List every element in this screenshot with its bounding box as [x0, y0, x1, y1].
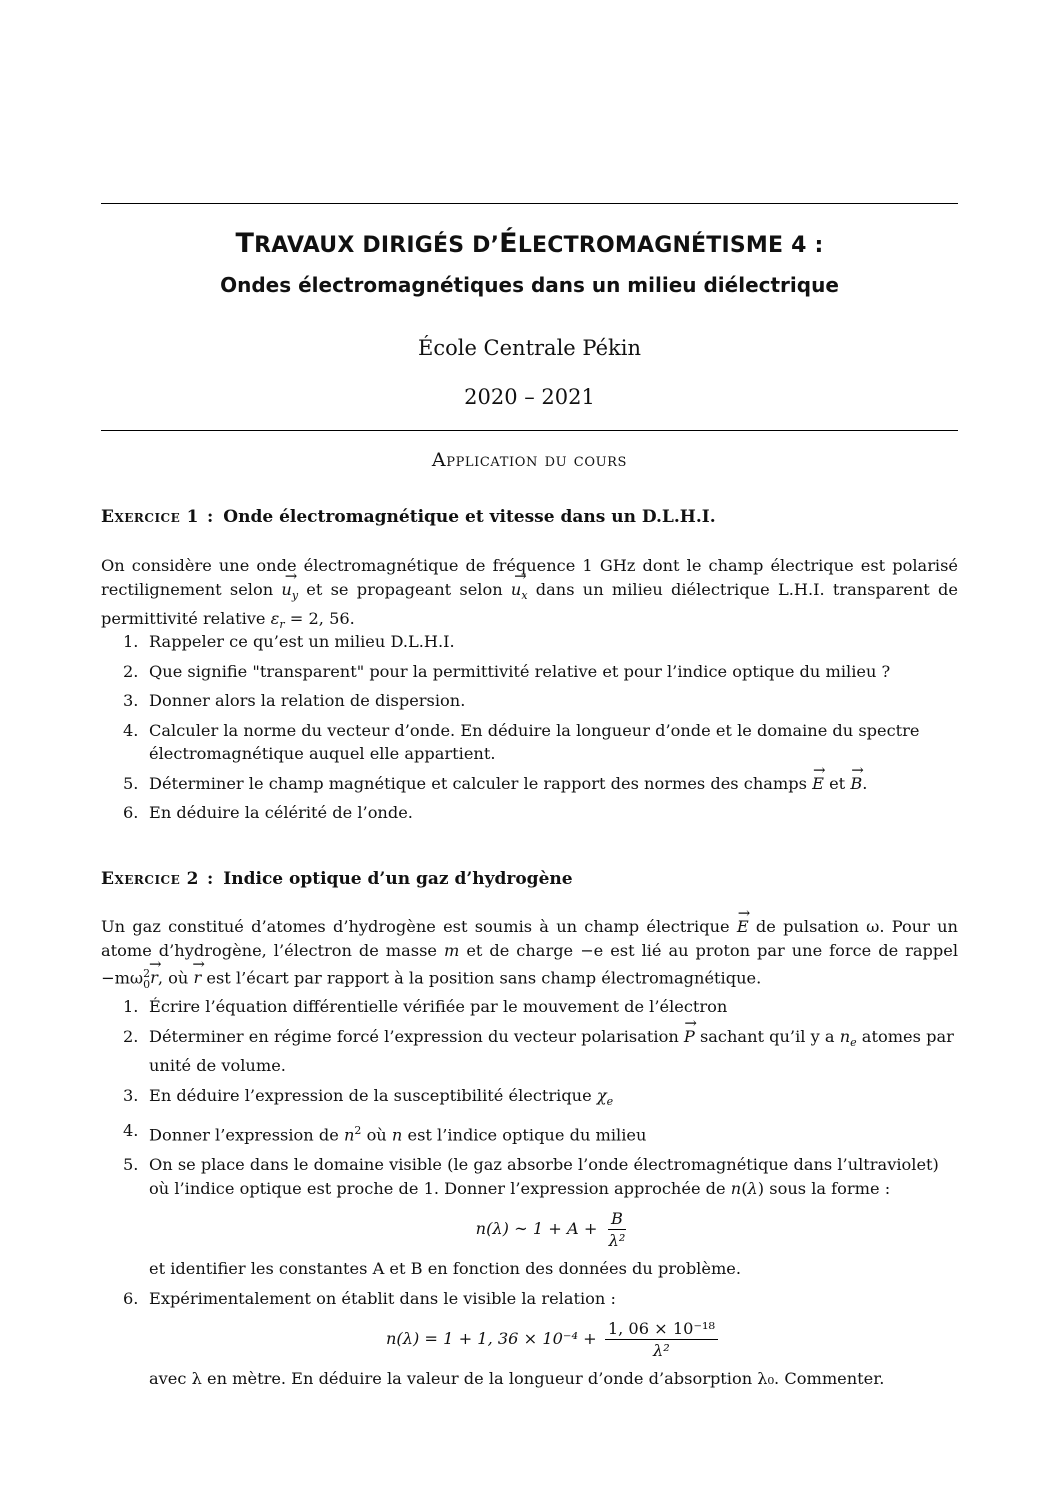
exercise-2-heading: Exercice 2 : Indice optique d’un gaz d’hydrogène — [101, 869, 573, 889]
page-title: TRAVAUX DIRIGÉS D’ÉLECTROMAGNÉTISME 4 : — [235, 228, 824, 259]
page-subtitle: Ondes électromagnétiques dans un milieu diélectrique — [220, 273, 839, 297]
list-item: 2. Déterminer en régime forcé l’expression du vecteur polarisation P → sachant qu’il y a $n_e$ atomes par unité de volume. — [101, 1025, 958, 1078]
list-item: 3. Donner alors la relation de dispersion. — [123, 691, 466, 710]
header-bottom-rule — [101, 430, 958, 431]
list-item: 3. En déduire l’expression de la susceptibilité électrique $\chi_e$ — [123, 1085, 614, 1108]
exercise-2-questions — [101, 995, 958, 1397]
school-name: École Centrale Pékin — [418, 336, 641, 360]
exercise-1-questions — [101, 630, 958, 831]
equation-approx: n(λ) ∼ 1 + A + $\frac{B}{\text{λ²}}$ — [475, 1209, 626, 1251]
unit-vector-ux: $u_x$ → — [511, 578, 528, 608]
list-item: 1. Écrire l’équation différentielle vérifiée par le mouvement de l’électron — [123, 997, 728, 1016]
exercise-1-intro: On considère une onde électromagnétique de fréquence 1 GHz dont le champ électrique est polarisé rectilignement selon $u_y$ → et se propageant selon $u_x$ → dans un milieu diélectrique L.H.I. transparent de permittivité relative $\varepsilon_r = 2$, 56. — [101, 554, 958, 637]
list-item: 6. Expérimentalement on établit dans le visible la relation : n(λ) = 1 + 1, 36 × 10⁻⁴ + $\frac{\text{1, 06 × 10⁻¹⁸}}{\text{λ²}}$ avec λ en mètre. En déduire la valeur de la longueur d’onde d’absorption λ₀. Commenter. — [101, 1287, 958, 1391]
section-title: Application du cours — [431, 449, 628, 471]
list-item: 5. Déterminer le champ magnétique et calculer le rapport des normes des champs E → et B →. — [101, 772, 958, 796]
list-item: 2. Que signifie "transparent" pour la permittivité relative et pour l’indice optique du milieu ? — [123, 661, 891, 681]
list-item: 5. On se place dans le domaine visible (le gaz absorbe l’onde électromagnétique dans l’ultraviolet) où l’indice optique est proche de 1. Donner l’expression approchée de n(λ) sous la forme : n(λ) ∼ 1 + A + $\frac{B}{\text{λ²}}$ et identifier les constantes A et B en fonction des données du problème. — [101, 1153, 958, 1281]
academic-years: 2020 – 2021 — [464, 385, 595, 409]
list-item: 1. Rappeler ce qu’est un milieu D.L.H.I. — [123, 632, 455, 651]
list-item: 6. En déduire la célérité de l’onde. — [123, 803, 413, 822]
top-rule — [101, 203, 958, 204]
list-item: 4. Donner l’expression de $n^2$ où n est l’indice optique du milieu — [123, 1121, 647, 1145]
equation-experimental: n(λ) = 1 + 1, 36 × 10⁻⁴ + $\frac{\text{1, 06 × 10⁻¹⁸}}{\text{λ²}}$ — [149, 1310, 958, 1367]
exercise-2-intro: Un gaz constitué d’atomes d’hydrogène est soumis à un champ électrique E → de pulsation ω. Pour un atome d’hydrogène, l’électron de masse m et de charge −e est lié au proton par une force de rappel $-m\omega^2_0r$ →, où r → est l’écart par rapport à la position sans champ électromagnétique. — [101, 915, 958, 996]
list-item: 4. Calculer la norme du vecteur d’onde. En déduire la longueur d’onde et le domaine du spectre électromagnétique auquel elle appartient. — [123, 720, 920, 763]
unit-vector-uy: $u_y$ → — [281, 578, 298, 608]
exercise-1-heading: Exercice 1 : Onde électromagnétique et vitesse dans un D.L.H.I. — [101, 507, 716, 527]
